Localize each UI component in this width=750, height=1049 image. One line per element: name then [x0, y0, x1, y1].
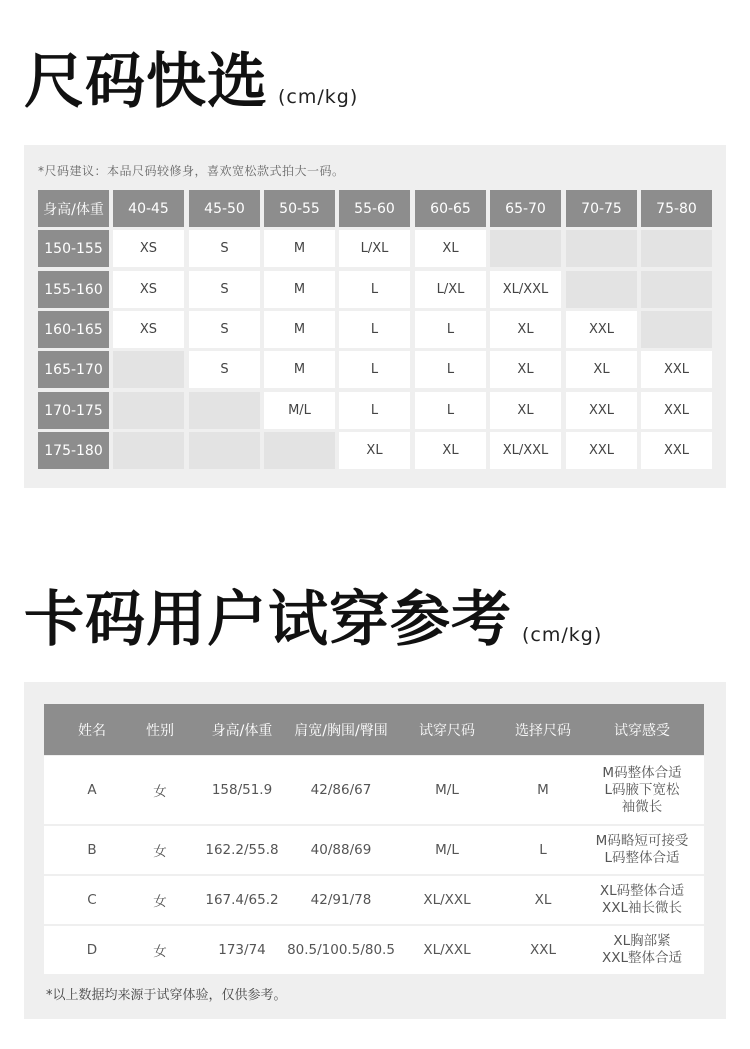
size-cell-empty — [490, 230, 561, 267]
feedback-line: M码略短可接受 — [595, 833, 689, 849]
size-cell-empty — [113, 351, 184, 388]
user-gender: 女 — [153, 844, 167, 860]
tried-size: M/L — [435, 842, 459, 858]
chosen-size: L — [539, 842, 547, 858]
size-quick-select-unit: (cm/kg) — [278, 86, 359, 108]
user-trial-row — [44, 876, 704, 924]
size-cell: XXL — [641, 392, 712, 429]
user-measurements: 42/86/67 — [310, 782, 372, 798]
size-cell: XXL — [641, 432, 712, 469]
size-cell: L — [339, 351, 410, 388]
height-range-label: 160-165 — [38, 311, 109, 348]
user-name: B — [87, 842, 97, 858]
size-cell: S — [189, 271, 260, 308]
user-trial-unit: (cm/kg) — [522, 624, 603, 646]
size-chart-corner-header: 身高/体重 — [38, 190, 109, 227]
feedback-line: L码腋下宽松 — [604, 781, 680, 798]
size-cell-empty — [264, 432, 335, 469]
size-cell: L — [415, 311, 486, 348]
chosen-size-column-header: 选择尺码 — [515, 722, 571, 739]
user-trial-heading — [24, 585, 603, 655]
height-range-label: 170-175 — [38, 392, 109, 429]
size-cell: S — [189, 230, 260, 267]
size-cell: M/L — [264, 392, 335, 429]
user-height-weight: 167.4/65.2 — [205, 892, 279, 908]
size-cell: XXL — [566, 432, 637, 469]
gender-column-header: 性别 — [146, 722, 174, 739]
size-quick-select-title: 尺码快选 — [24, 47, 268, 117]
user-measurements: 42/91/78 — [310, 892, 372, 908]
feedback-line: L码整体合适 — [604, 850, 680, 866]
size-cell: XL — [490, 392, 561, 429]
size-cell: L — [415, 351, 486, 388]
size-cell-empty — [641, 271, 712, 308]
size-cell: XL/XXL — [490, 271, 561, 308]
tried-size: XL/XXL — [423, 942, 471, 958]
size-cell: XL — [339, 432, 410, 469]
feedback-line: M码整体合适 — [602, 764, 682, 781]
feedback-line: XL码整体合适 — [599, 883, 685, 899]
weight-range-header: 40-45 — [113, 190, 184, 227]
size-cell-empty — [189, 392, 260, 429]
size-cell: S — [189, 351, 260, 388]
tried-size: M/L — [435, 782, 459, 798]
size-cell: L — [339, 271, 410, 308]
feedback-line: XXL袖长微长 — [601, 900, 683, 916]
size-cell-empty — [113, 432, 184, 469]
user-gender: 女 — [153, 894, 167, 910]
height-range-label: 165-170 — [38, 351, 109, 388]
user-name: A — [87, 782, 97, 798]
name-column-header: 姓名 — [78, 722, 106, 739]
size-cell: XXL — [566, 392, 637, 429]
trial-feedback — [572, 826, 712, 874]
height-range-label: 150-155 — [38, 230, 109, 267]
size-cell-empty — [566, 230, 637, 267]
size-cell: XL — [490, 351, 561, 388]
height-range-label: 155-160 — [38, 271, 109, 308]
size-cell: XL — [415, 432, 486, 469]
user-trial-row — [44, 926, 704, 974]
size-cell-empty — [189, 432, 260, 469]
user-measurements: 40/88/69 — [310, 842, 372, 858]
size-cell-empty — [113, 392, 184, 429]
feedback-column-header: 试穿感受 — [614, 722, 670, 739]
size-cell: M — [264, 230, 335, 267]
trial-feedback — [572, 876, 712, 924]
user-height-weight: 173/74 — [218, 942, 266, 958]
size-cell: L/XL — [339, 230, 410, 267]
weight-range-header: 65-70 — [490, 190, 561, 227]
trial-feedback — [572, 926, 712, 974]
weight-range-header: 50-55 — [264, 190, 335, 227]
tried-size: XL/XXL — [423, 892, 471, 908]
size-cell: XL/XXL — [490, 432, 561, 469]
size-cell: XL — [415, 230, 486, 267]
size-chart-panel — [24, 145, 726, 488]
user-name: C — [87, 892, 97, 908]
weight-range-header: 75-80 — [641, 190, 712, 227]
size-cell: M — [264, 351, 335, 388]
size-cell: M — [264, 271, 335, 308]
user-height-weight: 158/51.9 — [211, 782, 273, 798]
chosen-size: M — [537, 782, 549, 798]
size-cell: S — [189, 311, 260, 348]
user-trial-row — [44, 756, 704, 824]
size-cell: XL — [490, 311, 561, 348]
size-cell: XS — [113, 271, 184, 308]
trial-feedback — [572, 756, 712, 824]
feedback-line: XXL整体合适 — [601, 950, 683, 966]
size-cell: XXL — [566, 311, 637, 348]
size-cell: L — [339, 311, 410, 348]
height-range-label: 175-180 — [38, 432, 109, 469]
size-advice-note: *尺码建议：本品尺码较修身，喜欢宽松款式拍大一码。 — [38, 164, 345, 178]
size-cell: XS — [113, 311, 184, 348]
user-trial-row — [44, 826, 704, 874]
feedback-line: XL胸部紧 — [613, 933, 671, 949]
size-cell-empty — [641, 230, 712, 267]
size-cell: M — [264, 311, 335, 348]
size-quick-select-heading — [24, 47, 359, 117]
size-cell-empty — [641, 311, 712, 348]
weight-range-header: 45-50 — [189, 190, 260, 227]
tried-size-column-header: 试穿尺码 — [419, 722, 475, 739]
size-cell: L/XL — [415, 271, 486, 308]
weight-range-header: 60-65 — [415, 190, 486, 227]
user-height-weight: 162.2/55.8 — [205, 842, 279, 858]
measurements-column-header: 肩宽/胸围/臀围 — [294, 722, 388, 739]
height-weight-column-header: 身高/体重 — [211, 722, 273, 739]
size-cell: L — [415, 392, 486, 429]
user-gender: 女 — [153, 944, 167, 960]
user-gender: 女 — [153, 784, 167, 800]
user-measurements: 80.5/100.5/80.5 — [287, 942, 395, 958]
feedback-line: 袖微长 — [621, 798, 663, 815]
user-trial-title: 卡码用户试穿参考 — [24, 585, 512, 655]
user-name: D — [86, 942, 98, 958]
weight-range-header: 70-75 — [566, 190, 637, 227]
size-cell: XXL — [641, 351, 712, 388]
trial-disclaimer-note: *以上数据均来源于试穿体验，仅供参考。 — [46, 988, 287, 1003]
chosen-size: XL — [534, 892, 552, 908]
user-trial-table-header — [44, 704, 704, 755]
size-cell: L — [339, 392, 410, 429]
size-cell: XS — [113, 230, 184, 267]
size-cell: XL — [566, 351, 637, 388]
weight-range-header: 55-60 — [339, 190, 410, 227]
chosen-size: XXL — [529, 942, 557, 958]
user-trial-panel — [24, 682, 726, 1019]
size-cell-empty — [566, 271, 637, 308]
